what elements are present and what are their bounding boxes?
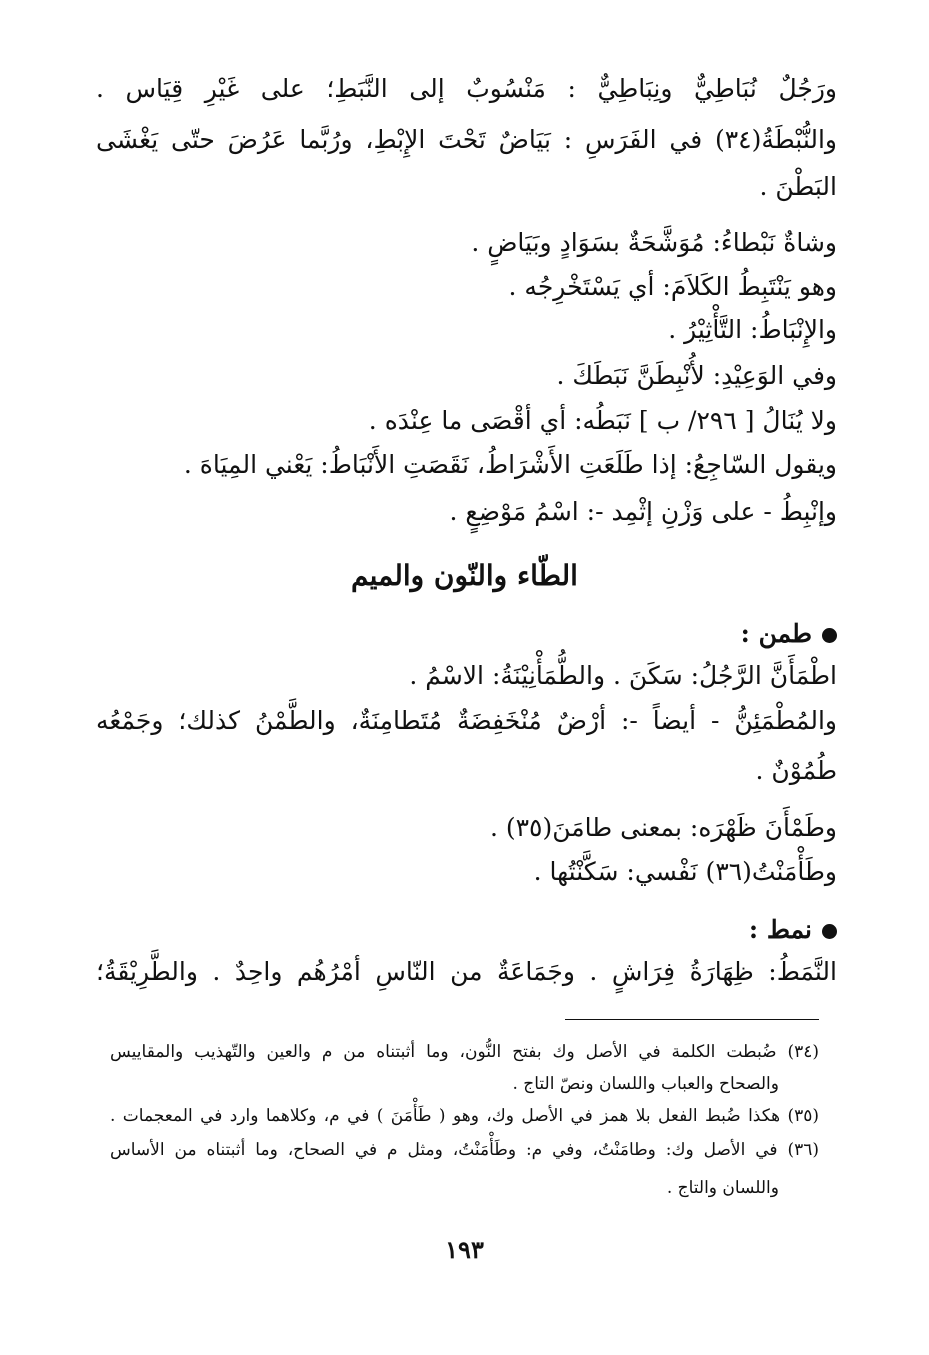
footnote-36-continued: واللسان والتاج . xyxy=(666,1178,779,1198)
text-line-namat: النَّمَطُ: ظِهَارَةُ فِرَاشٍ . وجَمَاعَةٌ من النّاسِ أمْرُهُم واحِدٌ . والطَّرِيْقَةُ؛ xyxy=(96,957,837,986)
bullet-icon xyxy=(822,628,837,643)
entry-head-namat xyxy=(749,913,837,947)
text-line-yantabit: وهو يَنْتَبِطُ الكَلاَمَ: أي يَسْتَخْرِجُه . xyxy=(508,272,837,301)
entry-head-namat-label: نمط : xyxy=(748,915,812,944)
footnote-35: (٣٥) هكذا ضُبط الفعل بلا همز في الأصل وك، وهو ( طَأْمَنَ ) في م، وكلاهما وارد في المعجمات . xyxy=(110,1106,819,1126)
text-line-waid: وفي الوَعِيْدِ: لأُنْبِطَنَّ نَبَطَكَ . xyxy=(556,361,837,390)
text-line-nabati: ورَجُلٌ نُبَاطِيٌّ ونِبَاطِيٌّ : مَنْسُوبٌ إلى النَّبَطِ؛ على غَيْرِ قِيَاس . xyxy=(96,74,837,103)
text-line-inbat: والإِنْبَاطُ: التَّأْثِيْرُ . xyxy=(668,315,837,344)
section-heading: الطّاء والنّون والميم xyxy=(351,559,578,592)
entry-head-taman xyxy=(741,617,837,651)
text-line-batn: البَطْنَ . xyxy=(759,172,837,201)
text-line-tamantu: وطَأْمَنْتُ(٣٦) نَفْسي: سَكَّنْتُها . xyxy=(533,857,837,886)
entry-head-taman-label: طمن : xyxy=(740,619,812,648)
text-line-sajii: ويقول السّاجِعُ: إذا طَلَعَتِ الأَشْرَاطُ، نَقَصَتِ الأَنْبَاطُ: يَعْني المِيَاهَ . xyxy=(183,450,837,479)
text-line-mutmaeenn: والمُطْمَئِنُّ - أيضاً -: أرْضٌ مُنْخَفِضَةٌ مُتَطامِنَةٌ، والطَّمْنُ كذلك؛ وجَمْعُه xyxy=(96,706,837,735)
footnote-34-continued: والصحاح والعباب واللسان ونصّ التاج . xyxy=(512,1074,779,1094)
text-line-shat: وشاةٌ نَبْطاءُ: مُوَشَّحَةٌ بسَوَادٍ وبَيَاضٍ . xyxy=(471,228,837,257)
footnote-34: (٣٤) ضُبطت الكلمة في الأصل وك بفتح النُّون، وما أثبتناه من م والعين والتّهذيب والمقاييس xyxy=(110,1042,819,1062)
text-line-yunal: ولا يُنَالُ [ ٢٩٦/ ب ] نَبَطُه: أي أقْصَى ما عِنْدَه . xyxy=(368,406,837,435)
footnote-divider xyxy=(565,1019,819,1020)
text-line-inbit: وإنْبِطُ - على وَزْنِ إثْمِد -: اسْمُ مَوْضِعٍ . xyxy=(449,497,837,526)
text-line-tumun: طُمُوْنٌ . xyxy=(755,756,837,785)
text-line-nubta: والنُّبْطَةُ(٣٤) في الفَرَسِ : بَيَاضٌ تَحْتَ الإِبْطِ، ورُبَّما عَرُضَ حتّى يَغْشَى xyxy=(96,125,837,154)
text-line-tamana: وطَمْأَنَ ظَهْرَه: بمعنى طامَنَ(٣٥) . xyxy=(489,813,837,842)
bullet-icon xyxy=(822,924,837,939)
page-number: ١٩٣ xyxy=(445,1235,484,1264)
footnote-36: (٣٦) في الأصل وك: وطامَنْتُ، وفي م: وطَأْمَنْتُ، ومثل م في الصحاح، وما أثبتناه من الأساس xyxy=(110,1140,819,1160)
text-line-itmaanna: اطْمَأَنَّ الرَّجُلُ: سَكَنَ . والطُّمَأْنِيْنَةُ: الاسْمُ . xyxy=(409,661,837,690)
